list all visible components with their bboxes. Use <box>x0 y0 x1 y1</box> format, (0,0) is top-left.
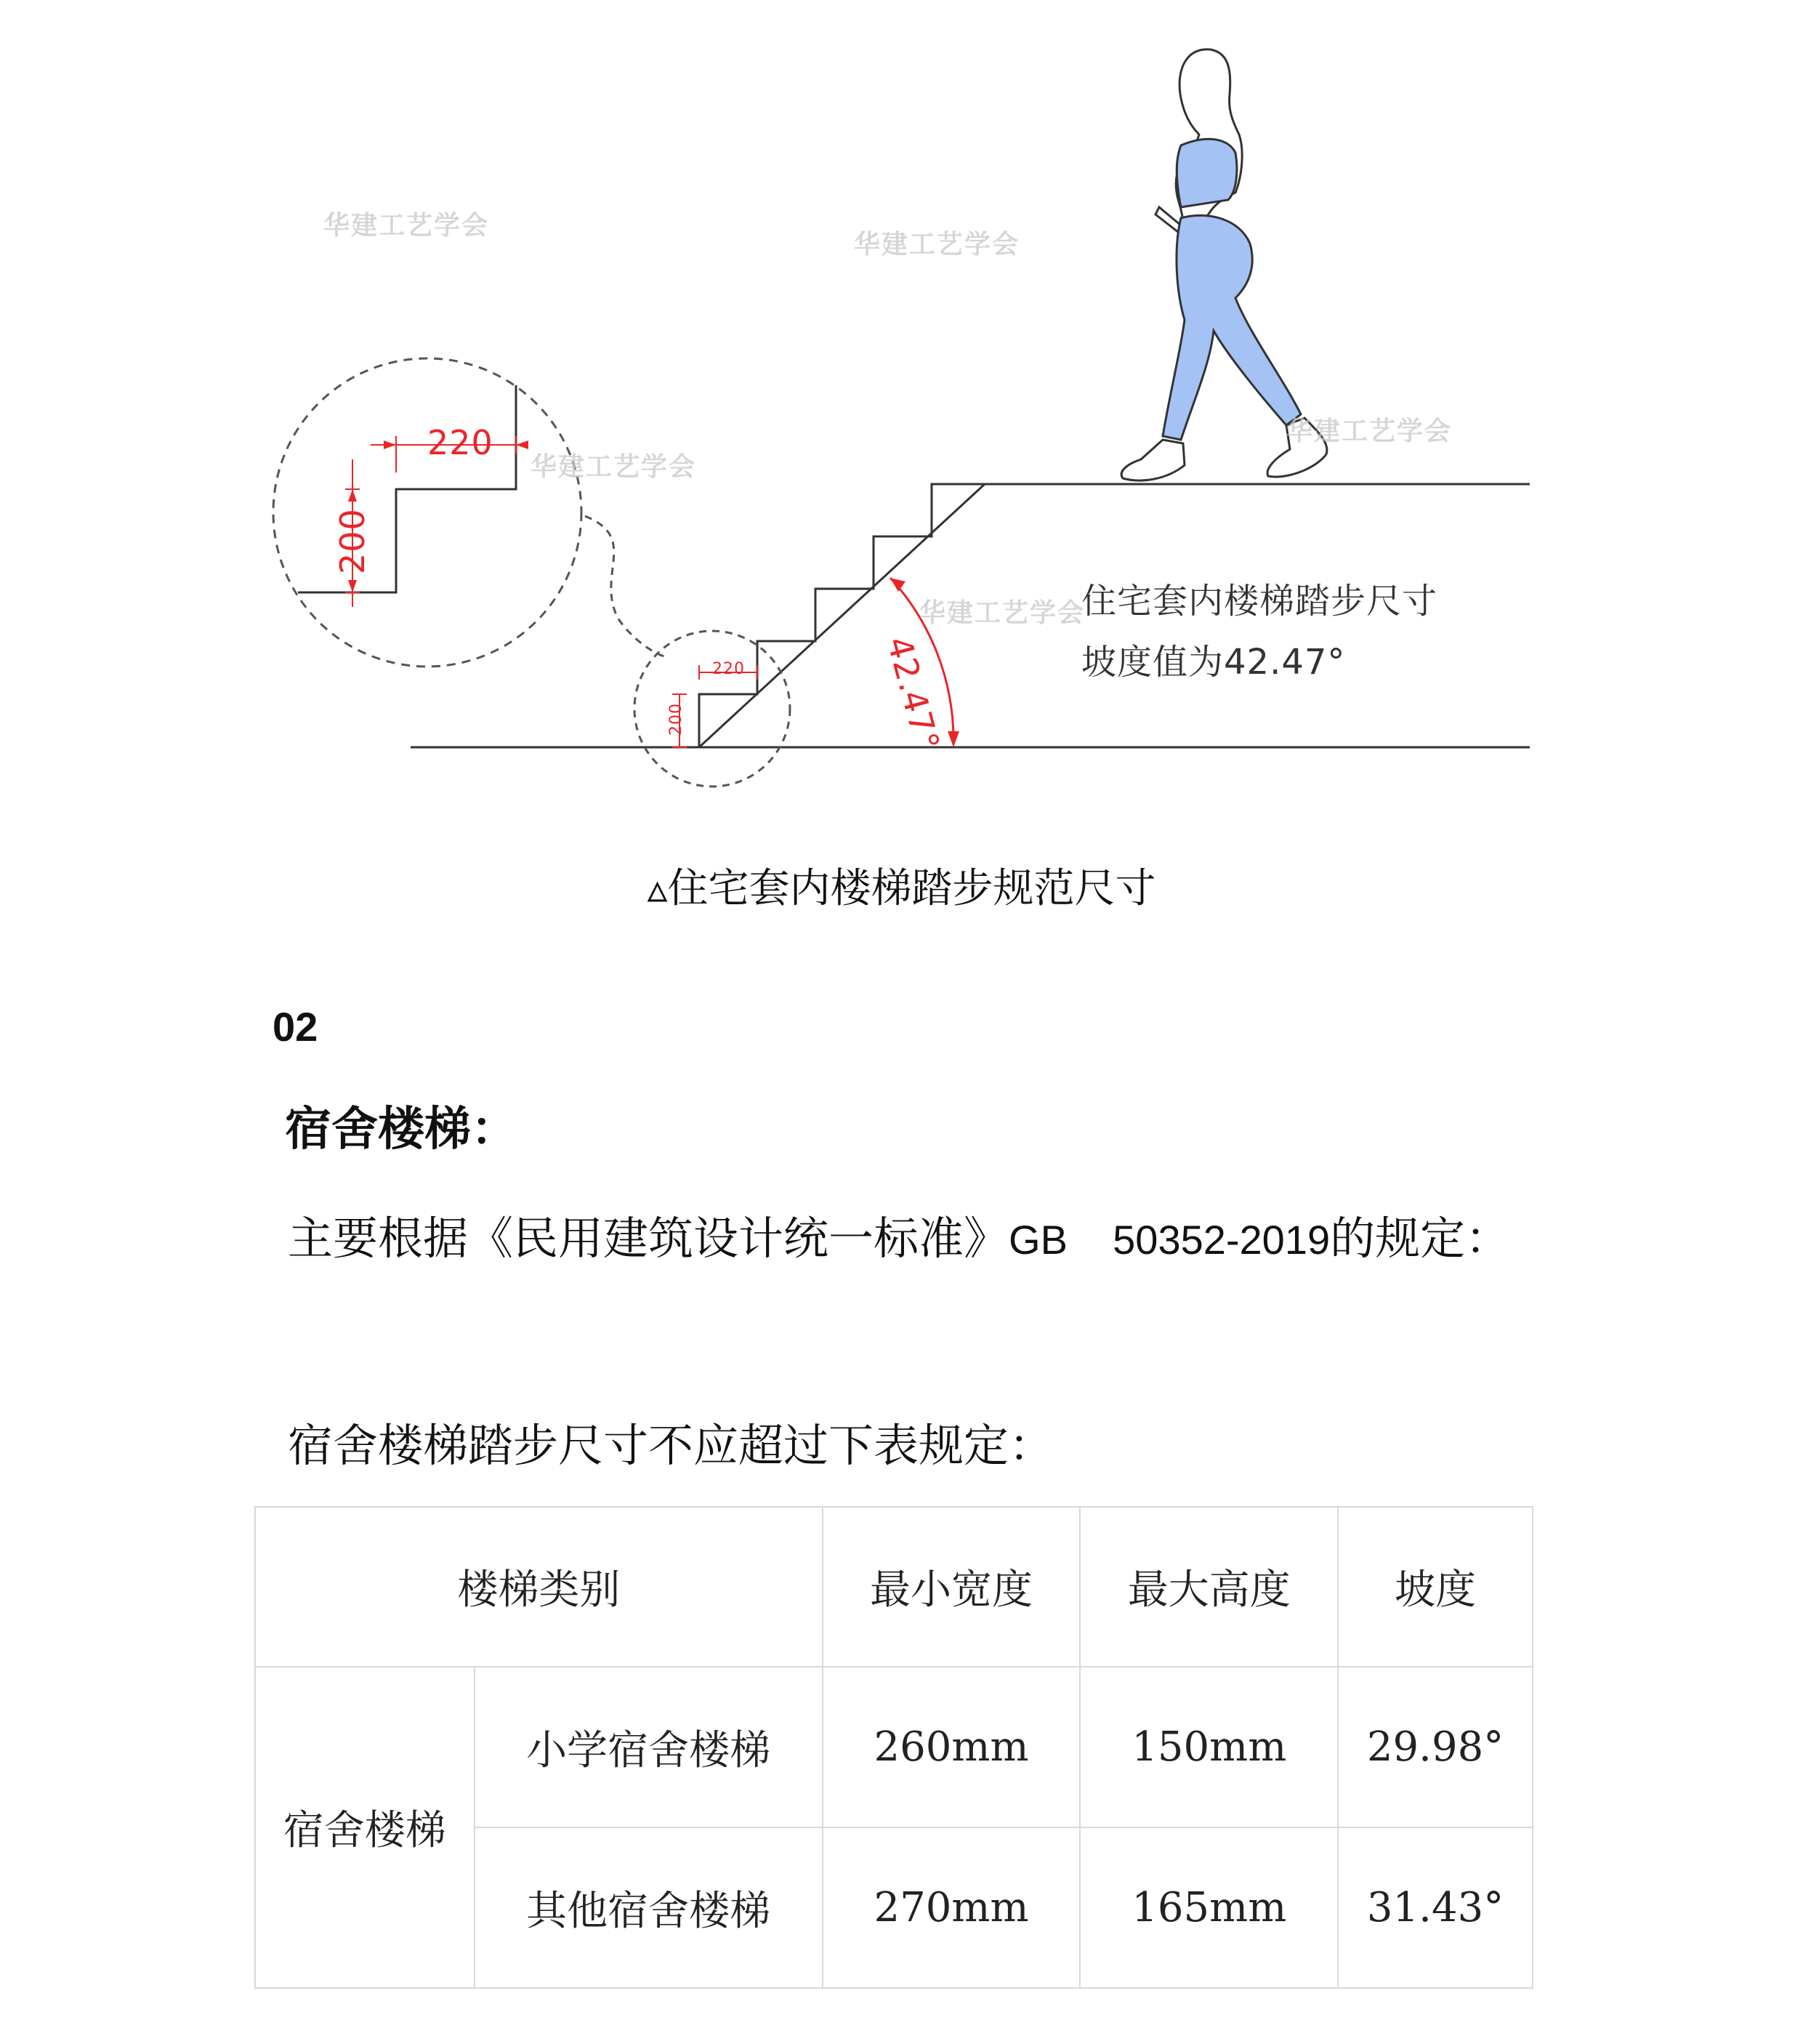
table-cell: 29.98° <box>1338 1667 1533 1827</box>
paragraph-text: 主要根据《民用建筑设计统一标准》 <box>288 1212 1009 1265</box>
stair-spec-table <box>254 1506 1533 1989</box>
section-number: 02 <box>273 1004 318 1050</box>
annotation-line-2: 坡度值为42.47° <box>1081 642 1346 683</box>
table-cell: 小学宿舍楼梯 <box>475 1667 823 1827</box>
table-cell: 165mm <box>1080 1827 1338 1988</box>
section-title: 宿舍楼梯： <box>285 1103 517 1156</box>
paragraph-table-intro: 宿舍楼梯踏步尺寸不应超过下表规定： <box>288 1419 1054 1472</box>
watermark: 华建工艺学会 <box>531 452 697 482</box>
group-cell: 宿舍楼梯 <box>255 1667 475 1988</box>
table-cell: 31.43° <box>1338 1827 1533 1988</box>
watermark: 华建工艺学会 <box>854 230 1020 259</box>
header-cell: 楼梯类别 <box>255 1507 823 1667</box>
detail-riser-label: 200 <box>333 508 372 574</box>
header-cell: 最小宽度 <box>823 1507 1081 1667</box>
angle-arrow-icon <box>948 731 959 747</box>
small-riser-label: 200 <box>667 703 685 736</box>
paragraph-text: 的规定： <box>1330 1212 1511 1265</box>
annotation-line-1: 住宅套内楼梯踏步尺寸 <box>1081 581 1438 621</box>
header-cell: 最大高度 <box>1080 1507 1338 1667</box>
table-cell: 150mm <box>1080 1667 1338 1827</box>
watermark: 华建工艺学会 <box>1286 417 1453 446</box>
header-cell: 坡度 <box>1338 1507 1533 1667</box>
stair-figure <box>0 0 1803 814</box>
table-cell: 270mm <box>823 1827 1081 1988</box>
detail-connector <box>585 516 669 658</box>
large-detail-circle <box>273 358 581 667</box>
watermark: 华建工艺学会 <box>323 211 490 241</box>
table-row <box>255 1667 1533 1827</box>
table-cell: 260mm <box>823 1667 1081 1827</box>
watermark: 华建工艺学会 <box>919 598 1086 628</box>
small-tread-label: 220 <box>712 660 745 678</box>
figure-caption: ▵住宅套内楼梯踏步规范尺寸 <box>647 865 1156 912</box>
table-header-row <box>255 1507 1533 1667</box>
standard-code: GB 50352-2019 <box>1009 1217 1331 1263</box>
angle-arrow-top-icon <box>890 578 905 592</box>
detail-tread-label: 220 <box>427 423 493 462</box>
table-cell: 其他宿舍楼梯 <box>475 1827 823 1988</box>
angle-label: 42.47° <box>879 632 948 756</box>
paragraph-standard <box>288 1192 1538 1287</box>
large-detail-steps <box>298 385 516 592</box>
